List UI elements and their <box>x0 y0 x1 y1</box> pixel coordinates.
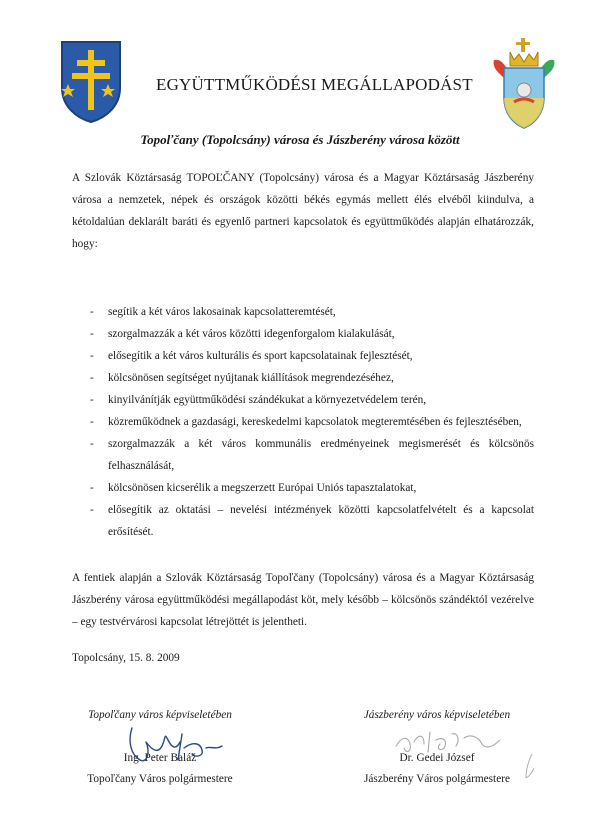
right-signatory-role: Jászberény Város polgármestere <box>364 773 510 785</box>
closing-paragraph: A fentiek alapján a Szlovák Köztársaság Topoľčany (Topolcsány) városa és a Magyar Köztársaság Jászberény városa együttműködési megállapodást köt, mely később – kölcsönös szándéktól vezérelve – egy testvérvárosi kapcsolat létrejöttét is jelentheti. <box>72 572 534 628</box>
list-item: - szorgalmazzák a két város kommunális eredményeinek megismerését és kölcsönös felhasználását, <box>90 438 534 472</box>
list-item: - kölcsönösen kicserélik a megszerzett Európai Uniós tapasztalatokat, <box>90 482 417 494</box>
intro-paragraph: A Szlovák Köztársaság TOPOĽČANY (Topolcsány) városa és a Magyar Köztársaság Jászberény városa a nemzetek, népek és országok közötti békés egymás mellett élés elvéből kiindulva, a kétoldalúan deklarált baráti és egyenlő partneri kapcsolatok és együttműködés alapján elhatározzák, hogy: <box>72 172 534 250</box>
left-signatory-role: Topoľčany Város polgármestere <box>87 773 233 785</box>
document-date: Topolcsány, 15. 8. 2009 <box>72 652 180 664</box>
agreement-list <box>90 301 534 543</box>
list-item: - kinyilvánítják együttműködési szándékukat a környezetvédelem terén, <box>90 394 427 406</box>
list-item: - segítik a két város lakosainak kapcsolatteremtését, <box>90 306 336 318</box>
document-title: EGYÜTTMŰKÖDÉSI MEGÁLLAPODÁST <box>156 75 473 94</box>
handwritten-signature-right <box>388 722 508 762</box>
list-item: - elősegítik az oktatási – nevelési intézmények közötti kapcsolatfelvételt és a kapcsolat erősítését. <box>90 504 534 538</box>
handwritten-signature-left <box>118 720 228 768</box>
pencil-mark <box>520 752 540 782</box>
right-signatory-name: Dr. Gedei József <box>399 752 475 764</box>
list-item: - közreműködnek a gazdasági, kereskedelmi kapcsolatok megteremtésében és fejlesztésében, <box>90 416 522 428</box>
list-item: - elősegítik a két város kulturális és sport kapcsolatainak fejlesztését, <box>90 350 413 362</box>
list-item: - kölcsönösen segítséget nyújtanak kiállítások megrendezéséhez, <box>90 372 394 384</box>
jaszbereny-coat-of-arms-icon <box>488 38 560 130</box>
right-representing: Jászberény város képviseletében <box>363 709 511 721</box>
list-item: - szorgalmazzák a két város közötti idegenforgalom kialakulását, <box>90 328 395 340</box>
document-subtitle: Topoľčany (Topolcsány) városa és Jászberény városa között <box>140 132 460 147</box>
left-signatory-name: Ing. Peter Baláž <box>123 752 197 764</box>
topolcany-coat-of-arms-icon <box>60 40 122 124</box>
left-representing: Topoľčany város képviseletében <box>88 709 232 721</box>
